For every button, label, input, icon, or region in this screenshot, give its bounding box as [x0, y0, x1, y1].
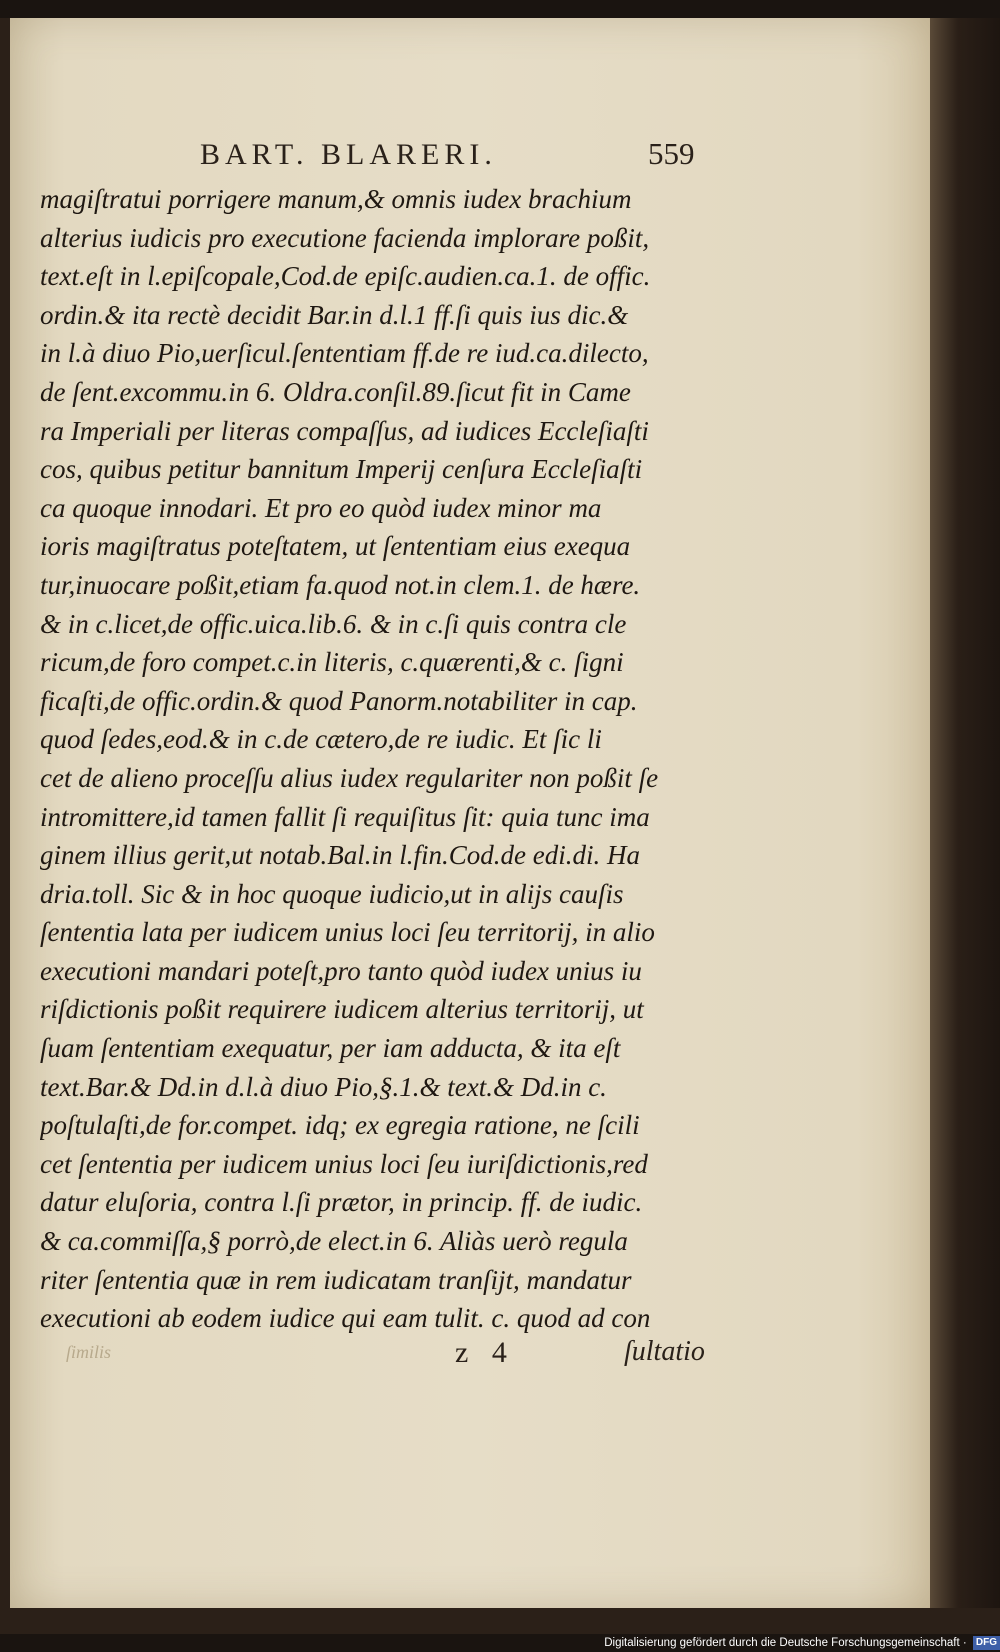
text-line: executioni mandari poteſt,pro tanto quòd iudex unius iu	[40, 955, 642, 986]
text-line: ricum,de foro compet.c.in literis, c.quærenti,& c. ſigni	[40, 647, 624, 678]
text-line: ſuam ſententiam exequatur, per iam adducta, & ita eſt	[40, 1033, 621, 1064]
text-line: executioni ab eodem iudice qui eam tulit. c. quod ad con	[40, 1303, 651, 1334]
bleed-through-text: ſimilis	[66, 1342, 112, 1362]
text-line: ra Imperiali per literas compaſſus, ad iudices Eccleſiaſti	[40, 415, 649, 446]
text-line: & ca.commiſſa,§ porrò,de elect.in 6. Aliàs uerò regula	[40, 1226, 628, 1257]
body-text	[40, 180, 735, 1338]
signature-mark: z 4	[455, 1336, 515, 1369]
text-line: tur,inuocare poßit,etiam fa.quod not.in clem.1. de hære.	[40, 569, 641, 600]
scan-left-border	[0, 18, 10, 1608]
text-line: riſdictionis poßit requirere iudicem alterius territorij, ut	[40, 994, 644, 1025]
funding-note-text: Digitalisierung gefördert durch die Deutsche Forschungsgemeinschaft	[604, 1637, 960, 1649]
text-line: de ſent.excommu.in 6. Oldra.conſil.89.ſicut fit in Came	[40, 376, 631, 407]
text-line: ficaſti,de offic.ordin.& quod Panorm.notabiliter in cap.	[40, 685, 638, 716]
text-line: poſtulaſti,de for.compet. idq; ex egregia ratione, ne ſcili	[40, 1110, 640, 1141]
text-line: cos, quibus petitur bannitum Imperij cenſura Eccleſiaſti	[40, 454, 643, 485]
text-line: ca quoque innodari. Et pro eo quòd iudex minor ma	[40, 492, 602, 523]
catchword: ſultatio	[624, 1336, 705, 1367]
text-line: alterius iudicis pro executione facienda implorare poßit,	[40, 222, 650, 253]
text-line: in l.à diuo Pio,uerſicul.ſententiam ff.de re iud.ca.dilecto,	[40, 338, 649, 369]
text-line: datur eluſoria, contra l.ſi prætor, in princip. ff. de iudic.	[40, 1187, 643, 1218]
dfg-logo: DFG	[973, 1636, 1000, 1650]
running-head: BART. BLARERI.	[200, 138, 497, 171]
text-line: & in c.licet,de offic.uica.lib.6. & in c.ſi quis contra cle	[40, 608, 627, 639]
text-line: ſententia lata per iudicem unius loci ſeu territorij, in alio	[40, 917, 655, 948]
text-line: dria.toll. Sic & in hoc quoque iudicio,ut in alijs cauſis	[40, 878, 624, 909]
text-line: ginem illius gerit,ut notab.Bal.in l.fin.Cod.de edi.di. Ha	[40, 840, 640, 871]
scan-bottom-border	[0, 1608, 1000, 1634]
scan-top-border	[0, 0, 1000, 18]
text-line: riter ſententia quæ in rem iudicatam tranſijt, mandatur	[40, 1264, 632, 1295]
text-line: ordin.& ita rectè decidit Bar.in d.l.1 ff.ſi quis ius dic.&	[40, 299, 629, 330]
book-fore-edge	[930, 18, 1000, 1608]
funding-note	[604, 1634, 1000, 1652]
text-line: cet de alieno proceſſu alius iudex regulariter non poßit ſe	[40, 762, 659, 793]
text-line: quod ſedes,eod.& in c.de cætero,de re iudic. Et ſic li	[40, 724, 602, 755]
text-line: ioris magiſtratus poteſtatem, ut ſententiam eius exequa	[40, 531, 631, 562]
text-line: magiſtratui porrigere manum,& omnis iudex brachium	[40, 184, 632, 214]
text-line: cet ſententia per iudicem unius loci ſeu iuriſdictionis,red	[40, 1148, 648, 1179]
funding-separator: ·	[959, 1637, 970, 1649]
text-line: text.Bar.& Dd.in d.l.à diuo Pio,§.1.& text.& Dd.in c.	[40, 1071, 607, 1102]
text-line: intromittere,id tamen fallit ſi requiſitus ſit: quia tunc ima	[40, 801, 650, 832]
page-number: 559	[648, 136, 695, 171]
text-line: text.eſt in l.epiſcopale,Cod.de epiſc.audien.ca.1. de offic.	[40, 261, 651, 292]
